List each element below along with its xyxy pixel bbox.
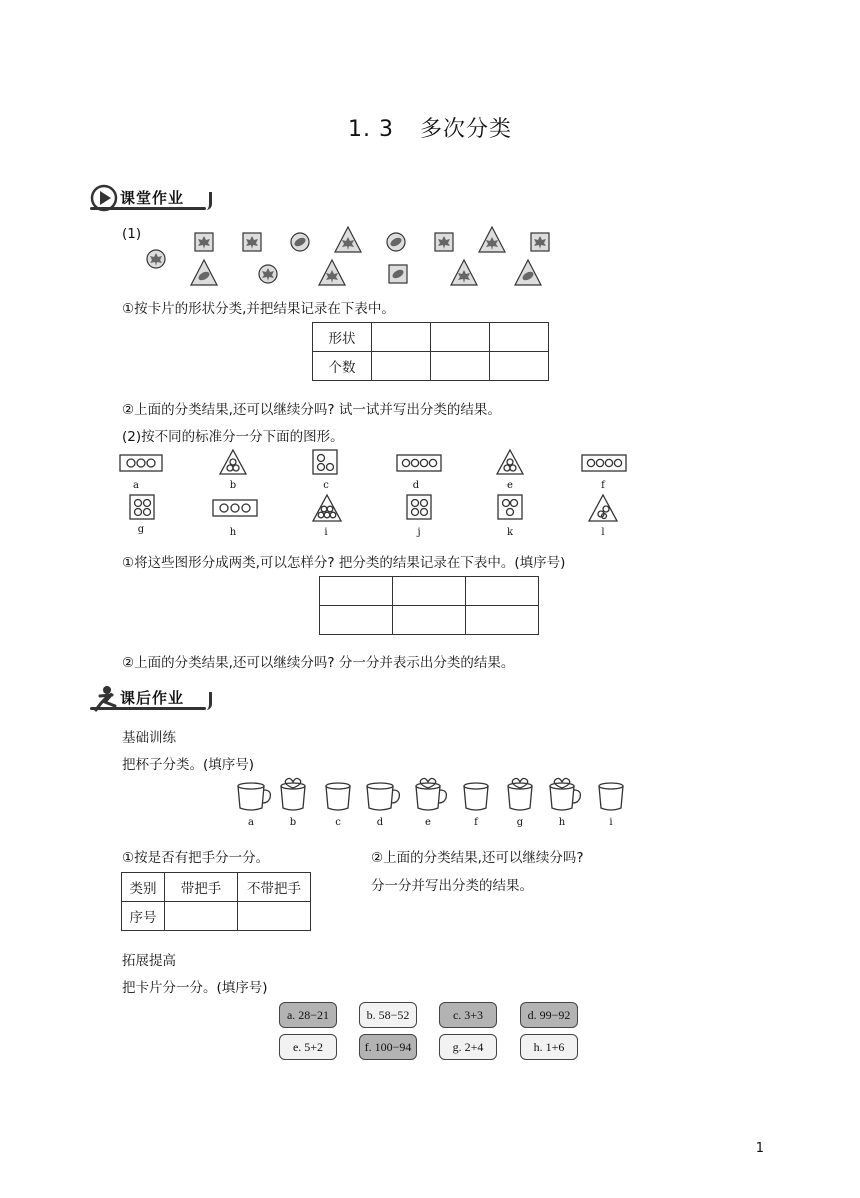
cup-d	[367, 783, 399, 810]
lesson-title: 多次分类	[419, 117, 512, 142]
question-2-label: (2)按不同的标准分一分下面的图形。	[122, 429, 344, 445]
cup-letter: e	[425, 817, 431, 828]
expression-card: f. 100−94	[359, 1034, 417, 1060]
answer-cell[interactable]	[431, 323, 490, 352]
expression-card: h. 1+6	[520, 1034, 578, 1060]
answer-cell[interactable]	[372, 323, 431, 352]
cup-c	[326, 783, 350, 810]
cup-letter: c	[335, 817, 341, 828]
header-with-handle: 带把手	[165, 873, 238, 902]
figure-letter: c	[323, 480, 329, 491]
card-square-leaf	[243, 233, 261, 251]
answer-cell[interactable]	[490, 352, 549, 381]
cup-letter: h	[558, 817, 566, 828]
page-title	[0, 112, 860, 143]
page-number: 1	[755, 1141, 764, 1156]
lesson-number: 1. 3	[348, 117, 394, 142]
figure-set	[110, 448, 650, 540]
card-triangle-leaf	[479, 227, 505, 252]
q2-instruction-2: ②上面的分类结果,还可以继续分吗? 分一分并表示出分类的结果。	[122, 655, 515, 671]
cup-letter: a	[248, 817, 254, 828]
cup-h	[550, 778, 580, 810]
card-circle-leaf	[387, 233, 405, 251]
figure-i	[313, 495, 341, 521]
row-label-shape: 形状	[313, 323, 372, 352]
cup-letter: i	[609, 817, 613, 828]
basic-prompt: 把杯子分类。(填序号)	[122, 757, 255, 773]
basic-instruction-2-line1: ②上面的分类结果,还可以继续分吗?	[371, 850, 584, 866]
card-square-leaf	[531, 233, 549, 251]
section-underline-tail	[199, 692, 212, 710]
cup-i	[599, 783, 623, 810]
cup-g	[508, 778, 532, 810]
header-category: 类别	[122, 873, 165, 902]
section-title: 课堂作业	[120, 189, 185, 207]
answer-cell[interactable]	[490, 323, 549, 352]
figure-letter: h	[229, 527, 237, 538]
figure-letter: i	[324, 527, 328, 538]
figure-e	[497, 450, 523, 474]
extend-prompt: 把卡片分一分。(填序号)	[122, 980, 268, 996]
answer-cell[interactable]	[393, 606, 466, 635]
answer-cell[interactable]	[393, 577, 466, 606]
basic-instruction-2-line2: 分一分并写出分类的结果。	[371, 878, 533, 894]
expression-card: g. 2+4	[439, 1034, 497, 1060]
card-triangle-leaf	[451, 260, 477, 285]
expression-card: d. 99−92	[520, 1002, 578, 1028]
cup-a	[238, 783, 270, 810]
cup-letter: g	[516, 817, 524, 828]
q1-instruction-1: ①按卡片的形状分类,并把结果记录在下表中。	[122, 301, 395, 317]
answer-cell[interactable]	[431, 352, 490, 381]
figure-letter: e	[507, 480, 513, 491]
header-without-handle: 不带把手	[238, 873, 311, 902]
answer-cell[interactable]	[466, 606, 539, 635]
figure-j	[407, 495, 431, 519]
answer-cell[interactable]	[320, 577, 393, 606]
q2-instruction-1: ①将这些图形分成两类,可以怎样分? 把分类的结果记录在下表中。(填序号)	[122, 555, 566, 571]
section-badge-classwork	[90, 184, 206, 212]
card-square-leaf	[195, 233, 213, 251]
card-square-leaf	[389, 265, 407, 283]
expression-card: a. 28−21	[279, 1002, 337, 1028]
figure-letter: l	[601, 527, 605, 538]
card-square-leaf	[435, 233, 453, 251]
basic-instruction-1: ①按是否有把手分一分。	[122, 850, 270, 866]
figure-k	[498, 495, 522, 519]
q1-instruction-2: ②上面的分类结果,还可以继续分吗? 试一试并写出分类的结果。	[122, 402, 501, 418]
card-circle-leaf	[259, 265, 277, 283]
cup-handle-table	[121, 872, 311, 931]
cup-letter: f	[474, 817, 478, 828]
basic-heading: 基础训练	[122, 730, 176, 746]
section-badge-homework	[90, 684, 206, 712]
expression-card: b. 58−52	[359, 1002, 417, 1028]
figure-letter: f	[601, 480, 605, 491]
leaf-cards	[140, 226, 570, 288]
figure-f	[582, 455, 626, 471]
figure-letter: d	[412, 480, 420, 491]
row-label-count: 个数	[313, 352, 372, 381]
two-category-table	[319, 576, 539, 635]
section-underline	[90, 207, 206, 210]
cup-f	[464, 783, 488, 810]
section-underline	[90, 707, 206, 710]
figure-c	[313, 450, 337, 474]
row-label-number: 序号	[122, 902, 165, 931]
figure-letter: k	[506, 527, 514, 538]
card-triangle-leaf	[515, 260, 541, 285]
card-circle-leaf	[291, 233, 309, 251]
figure-letter: j	[417, 527, 421, 538]
shape-count-table	[312, 322, 549, 381]
cup-set	[230, 776, 630, 814]
figure-letter: b	[229, 480, 237, 491]
answer-cell[interactable]	[466, 577, 539, 606]
figure-letter: a	[133, 480, 139, 491]
cup-letter: d	[376, 817, 384, 828]
figure-letter: g	[137, 524, 145, 535]
figure-g	[130, 495, 154, 519]
expression-card: c. 3+3	[439, 1002, 497, 1028]
answer-cell[interactable]	[238, 902, 311, 931]
answer-cell[interactable]	[320, 606, 393, 635]
figure-l	[589, 495, 617, 521]
figure-d	[397, 455, 441, 471]
card-triangle-leaf	[191, 260, 217, 285]
section-title: 课后作业	[120, 689, 185, 707]
section-underline-tail	[199, 192, 212, 210]
card-triangle-leaf	[319, 260, 345, 285]
figure-b	[220, 450, 246, 474]
answer-cell[interactable]	[165, 902, 238, 931]
extend-heading: 拓展提高	[122, 953, 176, 969]
cup-e	[416, 778, 446, 810]
card-triangle-leaf	[335, 227, 361, 252]
question-1-label: (1)	[122, 226, 142, 242]
figure-a	[120, 455, 162, 471]
cup-letter: b	[289, 817, 297, 828]
figure-h	[213, 500, 257, 516]
cup-b	[281, 778, 305, 810]
card-circle-leaf	[147, 250, 165, 268]
expression-card: e. 5+2	[279, 1034, 337, 1060]
answer-cell[interactable]	[372, 352, 431, 381]
